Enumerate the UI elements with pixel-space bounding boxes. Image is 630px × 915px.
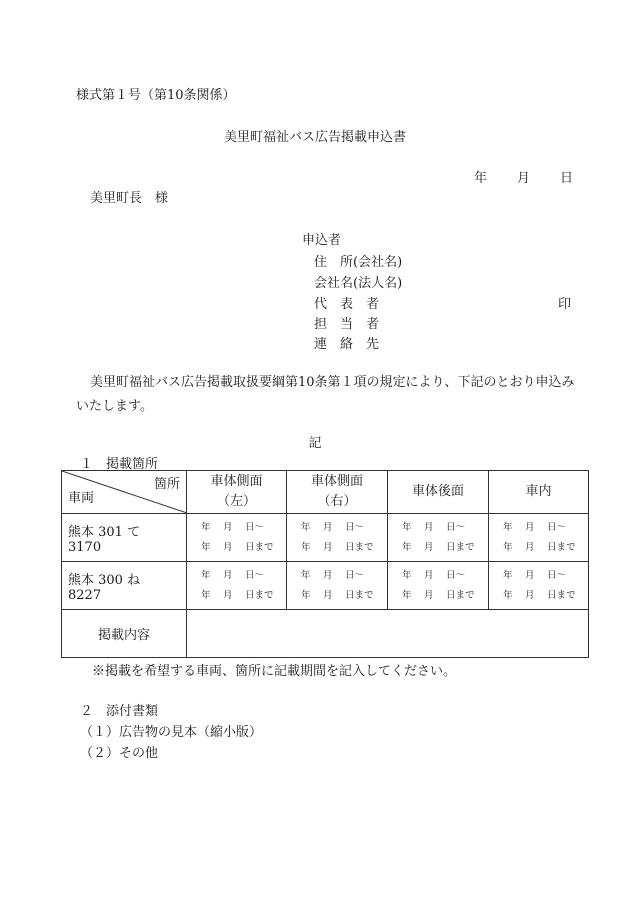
applicant-label: 申込者 <box>302 233 342 248</box>
period-to: 年 月 日まで <box>301 589 374 601</box>
period-to: 年 月 日まで <box>201 589 274 601</box>
form-number: 様式第１号（第10条関係） <box>76 88 236 103</box>
period-cell[interactable] <box>187 514 287 562</box>
period-cell[interactable] <box>287 562 388 610</box>
period-to: 年 月 日まで <box>503 541 576 553</box>
applicant-company-field: 会社名(法人名) <box>314 276 403 291</box>
period-to: 年 月 日まで <box>201 541 274 553</box>
col-header-interior: 車内 <box>489 471 589 514</box>
date-year: 年 <box>474 171 488 186</box>
section-1-heading: １ 掲載箇所 <box>80 457 159 472</box>
attachment-item: （１）広告物の見本（縮小版） <box>80 725 263 740</box>
applicant-representative-field: 代 表 者 <box>314 297 380 312</box>
period-to: 年 月 日まで <box>402 541 475 553</box>
applicant-contact-person-field: 担 当 者 <box>314 317 380 332</box>
table-row <box>62 562 589 610</box>
period-cell[interactable] <box>187 562 287 610</box>
ki-heading: 記 <box>308 436 322 451</box>
applicant-phone-field: 連 絡 先 <box>314 337 380 352</box>
corner-header-cell <box>62 471 187 514</box>
section-2-heading: ２ 添付書類 <box>80 704 159 719</box>
period-to: 年 月 日まで <box>503 589 576 601</box>
period-cell[interactable] <box>388 514 489 562</box>
period-from: 年 月 日～ <box>402 569 466 581</box>
col-header-side-right: 車体側面 （右） <box>287 471 388 514</box>
content-label-cell: 掲載内容 <box>62 610 187 658</box>
content-row <box>62 610 589 658</box>
note-text: ※掲載を希望する車両、箇所に記載期間を記入してください。 <box>92 664 457 679</box>
placement-table <box>61 470 589 658</box>
period-cell[interactable] <box>489 562 589 610</box>
vehicle-cell: 熊本 301 て 3170 <box>62 514 187 562</box>
attachment-item: （２）その他 <box>80 746 159 761</box>
col-header-rear: 車体後面 <box>388 471 489 514</box>
corner-label-location: 箇所 <box>153 477 180 492</box>
period-to: 年 月 日まで <box>402 589 475 601</box>
period-cell[interactable] <box>489 514 589 562</box>
period-from: 年 月 日～ <box>402 521 466 533</box>
body-text: 美里町福祉バス広告掲載取扱要綱第10条第１項の規定により、下記のとおり申込みいたします。 <box>76 375 575 414</box>
addressee: 美里町長 様 <box>90 191 169 206</box>
table-row <box>62 514 589 562</box>
period-from: 年 月 日～ <box>503 521 567 533</box>
period-from: 年 月 日～ <box>301 521 365 533</box>
period-to: 年 月 日まで <box>301 541 374 553</box>
period-from: 年 月 日～ <box>201 521 265 533</box>
period-from: 年 月 日～ <box>503 569 567 581</box>
table-header-row <box>62 471 589 514</box>
date-day: 日 <box>560 171 574 186</box>
document-title: 美里町福祉バス広告掲載申込書 <box>223 130 406 145</box>
content-input-cell[interactable] <box>187 610 589 658</box>
period-from: 年 月 日～ <box>301 569 365 581</box>
col-header-side-left: 車体側面 （左） <box>187 471 287 514</box>
applicant-address-field: 住 所(会社名) <box>314 255 403 270</box>
date-month: 月 <box>517 171 531 186</box>
date-line <box>474 167 573 186</box>
corner-label-vehicle: 車両 <box>68 491 95 506</box>
period-cell[interactable] <box>388 562 489 610</box>
seal-mark: 印 <box>558 297 572 312</box>
period-cell[interactable] <box>287 514 388 562</box>
vehicle-cell: 熊本 300 ね 8227 <box>62 562 187 610</box>
period-from: 年 月 日～ <box>201 569 265 581</box>
